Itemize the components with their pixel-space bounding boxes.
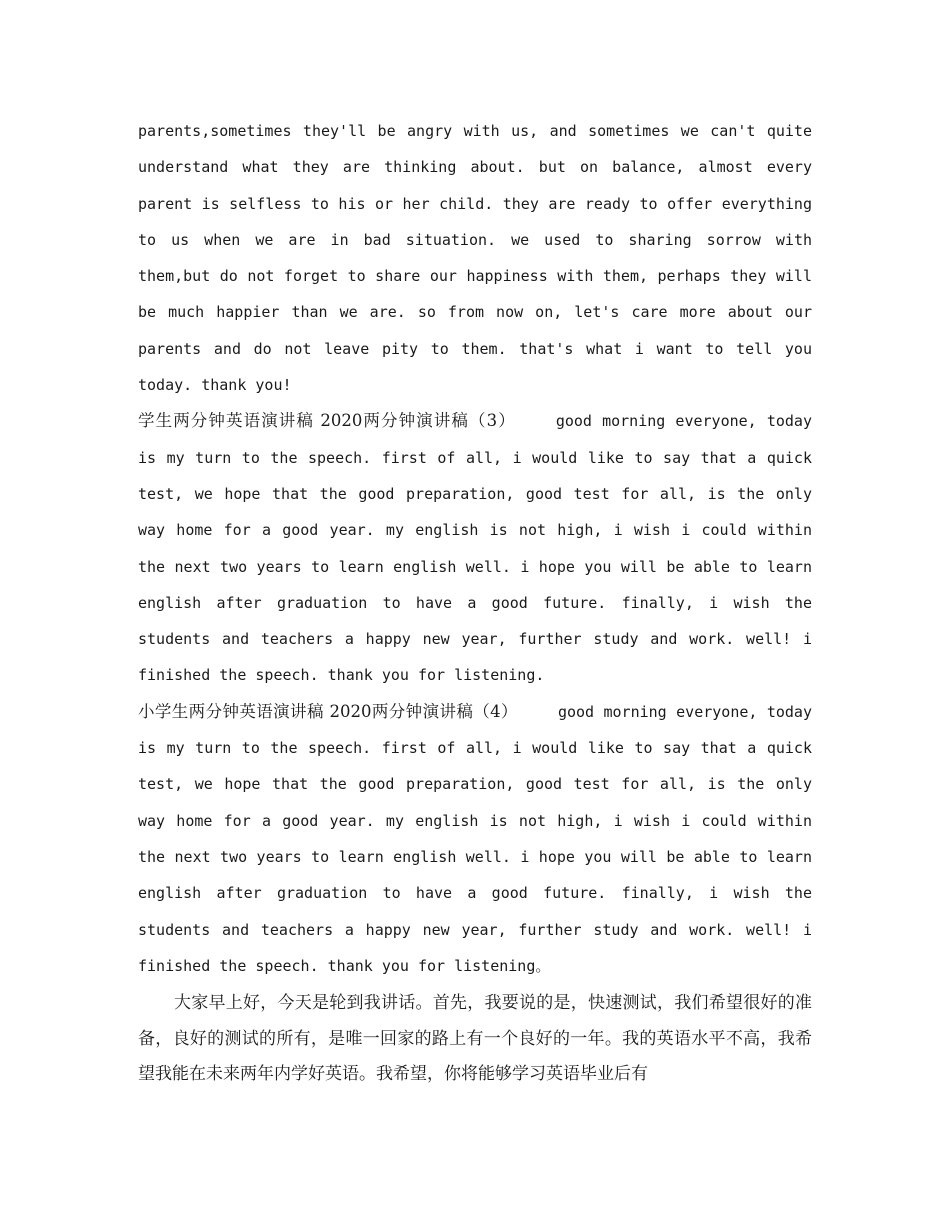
section-3-body: good morning everyone, today is my turn to the speech. first of all, i would like to say that a quick test, we hope that the good preparation, good test for all, is the only way home for a good year. my english is not high, i wish i could within the next two years to learn english well. i hope you will be able to learn english after graduation to have a good future. finally, i wish the students and teachers a happy new year, further study and work. well! i finished the speech. thank you for listening. <box>138 412 812 685</box>
section-4-body: good morning everyone, today is my turn to the speech. first of all, i would like to say that a quick test, we hope that the good preparation, good test for all, is the only way home for a good year. my english is not high, i wish i could within the next two years to learn english well. i hope you will be able to learn english after graduation to have a good future. finally, i wish the students and teachers a happy new year, further study and work. well! i finished the speech. thank you for listening。 <box>138 702 812 975</box>
speech-section-3 <box>138 403 812 693</box>
document-content <box>138 113 812 1093</box>
speech-section-4 <box>138 694 812 984</box>
section-4-heading: 小学生两分钟英语演讲稿 2020两分钟演讲稿（4） <box>138 701 518 721</box>
paragraph-continuation: parents,sometimes they'll be angry with us, and sometimes we can't quite understand what they are thinking about. but on balance, almost every parent is selfless to his or her child. they are ready to offer everything to us when we are in bad situation. we used to sharing sorrow with them,but do not forget to share our happiness with them, perhaps they will be much happier than we are. so from now on, let's care more about our parents and do not leave pity to them. that's what i want to tell you today. thank you! <box>138 122 812 395</box>
section-3-heading: 学生两分钟英语演讲稿 2020两分钟演讲稿（3） <box>138 411 516 431</box>
chinese-paragraph: 大家早上好，今天是轮到我讲话。首先，我要说的是，快速测试，我们希望很好的准备，良好的测试的所有，是唯一回家的路上有一个良好的一年。我的英语水平不高，我希望我能在未来两年内学好英语。我希望，你将能够学习英语毕业后有 <box>138 993 812 1085</box>
